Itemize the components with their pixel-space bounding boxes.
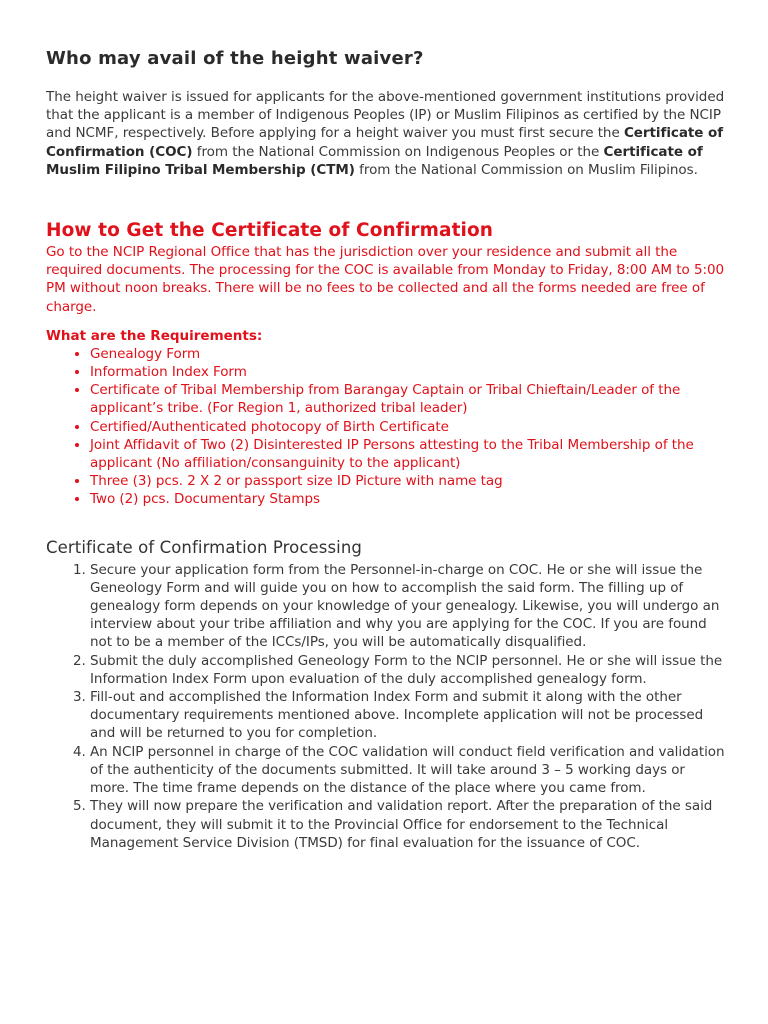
- requirement-item: • Two (2) pcs. Documentary Stamps: [90, 490, 726, 508]
- get-coc-heading: How to Get the Certificate of Confirmation: [46, 220, 494, 242]
- requirement-item: • Three (3) pcs. 2 X 2 or passport size ID Picture with name tag: [90, 472, 726, 490]
- requirement-item: • Joint Affidavit of Two (2) Disinterested IP Persons attesting to the Tribal Membership of the applicant (No affiliation/consanguinity to the applicant): [90, 436, 726, 472]
- processing-step: 1. Secure your application form from the Personnel-in-charge on COC. He or she will issue the Geneology Form and will guide you on how to accomplish the said form. The filling up of genealogy form depends on your knowledge of your genealogy. Likewise, you will undergo an interview about your tribe affiliation and why you are applying for the COC. If you are found not to be a member of the ICCs/IPs, you will be automatically disqualified.: [90, 561, 726, 652]
- processing-step: 5. They will now prepare the verification and validation report. After the preparation of the said document, they will submit it to the Provincial Office for endorsement to the Technical Management Service Division (TMSD) for final evaluation for the issuance of COC.: [90, 797, 726, 852]
- requirements-list: [46, 345, 726, 509]
- intro-text-1: The height waiver is issued for applicants for the above-mentioned government institutions provided that the applicant is a member of Indigenous Peoples (IP) or Muslim Filipinos as certified by the NCIP and NCMF, respectively. Before applying for a height waiver you must first secure the: [46, 89, 725, 142]
- processing-step: 3. Fill-out and accomplished the Information Index Form and submit it along with the other documentary requirements mentioned above. Incomplete application will not be processed and will be returned to you for completion.: [90, 688, 726, 743]
- requirement-item: • Certified/Authenticated photocopy of Birth Certificate: [90, 418, 726, 436]
- processing-step: 4. An NCIP personnel in charge of the COC validation will conduct field verification and validation of the authenticity of the documents submitted. It will take around 3 – 5 working days or more. The time frame depends on the distance of the place where you came from.: [90, 743, 726, 798]
- intro-text-2: from the National Commission on Indigenous Peoples or the: [192, 143, 604, 160]
- document-content: [46, 46, 726, 852]
- processing-steps-list: [46, 561, 726, 852]
- height-waiver-intro: [46, 88, 726, 179]
- ctm-bold-term: Certificate of Muslim Filipino Tribal Membership (CTM): [46, 143, 703, 178]
- processing-step: 2. Submit the duly accomplished Geneology Form to the NCIP personnel. He or she will issue the Information Index Form upon evaluation of the duly accomplished genealogy form.: [90, 652, 726, 688]
- requirement-item: • Certificate of Tribal Membership from Barangay Captain or Tribal Chieftain/Leader of the applicant’s tribe. (For Region 1, authorized tribal leader): [90, 381, 726, 417]
- intro-text-3: from the National Commission on Muslim Filipinos.: [354, 161, 698, 178]
- get-coc-body: Go to the NCIP Regional Office that has the jurisdiction over your residence and submit all the required documents. The processing for the COC is available from Monday to Friday, 8:00 AM to 5:00 PM without noon breaks. There will be no fees to be collected and all the forms needed are free of charge.: [46, 244, 725, 315]
- coc-bold-term: Certificate of Confirmation (COC): [46, 125, 724, 160]
- requirement-item: • Genealogy Form: [90, 345, 726, 363]
- processing-heading: Certificate of Confirmation Processing: [46, 537, 363, 557]
- requirements-heading: What are the Requirements:: [46, 327, 263, 344]
- height-waiver-heading: Who may avail of the height waiver?: [46, 48, 424, 69]
- requirement-item: • Information Index Form: [90, 363, 726, 381]
